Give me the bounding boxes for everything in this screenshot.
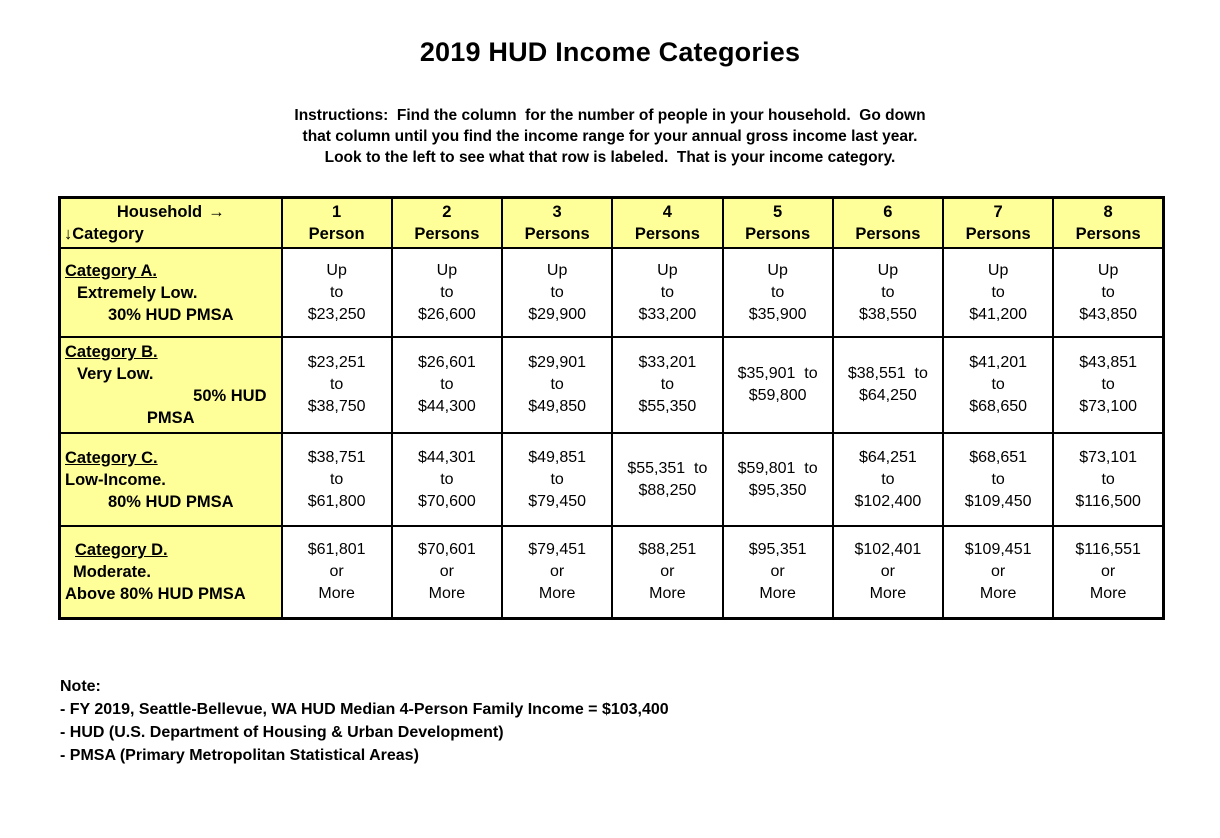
cell-line: to bbox=[550, 283, 564, 301]
cell-line: More bbox=[428, 584, 466, 602]
col-number: 2 bbox=[442, 202, 452, 221]
label-line: Low-Income. bbox=[65, 470, 166, 489]
right-arrow-icon: → bbox=[208, 202, 225, 221]
down-arrow-icon: ↓ bbox=[64, 224, 73, 243]
cell-line: to bbox=[991, 376, 1005, 394]
col-number: 3 bbox=[552, 202, 562, 221]
row-category-c bbox=[60, 433, 1164, 526]
cell-line: or bbox=[439, 562, 454, 580]
cell-b-5p bbox=[723, 337, 833, 433]
cell-line: $95,351 bbox=[748, 540, 807, 558]
household-label: Household bbox=[116, 202, 203, 221]
cell-line: to bbox=[991, 470, 1005, 488]
cell-line: $95,350 bbox=[748, 481, 807, 499]
cell-line: or bbox=[991, 562, 1006, 580]
cell-line: $88,250 bbox=[638, 481, 697, 499]
label-line: Extremely Low. bbox=[77, 283, 198, 302]
cell-d-1p bbox=[282, 526, 392, 618]
cell-line: to bbox=[329, 470, 344, 488]
cell-line: $49,850 bbox=[528, 398, 587, 416]
cell-line: $43,850 bbox=[1079, 305, 1138, 323]
cell-line: $38,551 to bbox=[847, 365, 928, 383]
notes-heading: Note: bbox=[60, 677, 101, 695]
cell-line: to bbox=[1101, 470, 1115, 488]
cell-line: to bbox=[881, 470, 895, 488]
cell-line: $59,800 bbox=[748, 387, 807, 405]
col-number: 8 bbox=[1103, 202, 1113, 221]
cell-a-3p bbox=[502, 248, 612, 337]
col-number: 7 bbox=[993, 202, 1003, 221]
cell-line: Up bbox=[987, 261, 1009, 279]
cell-line: to bbox=[440, 376, 454, 394]
label-line: Category A. bbox=[65, 261, 157, 280]
cell-d-6p bbox=[833, 526, 943, 618]
instructions-line-3: Look to the left to see what that row is labeled. That is your income category. bbox=[324, 148, 896, 166]
cell-line: $102,400 bbox=[854, 492, 922, 510]
header-col-2-persons bbox=[392, 197, 502, 248]
cell-line: $61,800 bbox=[307, 492, 366, 510]
cell-line: Up bbox=[877, 261, 899, 279]
cell-line: $44,300 bbox=[417, 398, 476, 416]
cell-line: $59,801 to bbox=[737, 459, 818, 477]
cell-line: $68,651 bbox=[969, 448, 1028, 466]
cell-line: or bbox=[329, 562, 344, 580]
cell-a-8p bbox=[1053, 248, 1163, 337]
label-category-d bbox=[60, 526, 282, 618]
cell-d-7p bbox=[943, 526, 1053, 618]
cell-line: More bbox=[979, 584, 1017, 602]
col-unit: Persons bbox=[855, 224, 921, 243]
cell-line: More bbox=[869, 584, 907, 602]
cell-line: to bbox=[1101, 283, 1115, 301]
cell-line: $23,250 bbox=[307, 305, 366, 323]
cell-line: to bbox=[550, 376, 564, 394]
label-line: Very Low. bbox=[77, 365, 154, 384]
col-number: 5 bbox=[773, 202, 783, 221]
table-body bbox=[60, 248, 1164, 618]
income-table bbox=[58, 196, 1165, 620]
cell-line: $35,900 bbox=[748, 305, 807, 323]
cell-a-2p bbox=[392, 248, 502, 337]
cell-line: $55,351 to bbox=[627, 459, 708, 477]
label-line: PMSA bbox=[146, 409, 195, 428]
cell-line: $61,801 bbox=[307, 540, 366, 558]
header-col-1-person bbox=[282, 197, 392, 248]
col-unit: Person bbox=[308, 224, 365, 243]
cell-c-1p bbox=[282, 433, 392, 526]
cell-a-1p bbox=[282, 248, 392, 337]
cell-line: $109,450 bbox=[964, 492, 1032, 510]
cell-line: Up bbox=[326, 261, 347, 279]
cell-line: $35,901 to bbox=[737, 365, 818, 383]
cell-line: More bbox=[538, 584, 576, 602]
label-line: 80% HUD PMSA bbox=[107, 492, 234, 511]
label-category-a bbox=[60, 248, 282, 337]
col-number: 4 bbox=[662, 202, 672, 221]
notes bbox=[60, 675, 1220, 767]
cell-b-4p bbox=[612, 337, 722, 433]
cell-line: Up bbox=[436, 261, 458, 279]
cell-line: $70,600 bbox=[417, 492, 476, 510]
cell-line: $33,200 bbox=[638, 305, 697, 323]
header-row bbox=[60, 197, 1164, 248]
row-category-d bbox=[60, 526, 1164, 618]
cell-line: $70,601 bbox=[417, 540, 476, 558]
cell-a-4p bbox=[612, 248, 722, 337]
label-category-b bbox=[60, 337, 282, 433]
header-col-5-persons bbox=[723, 197, 833, 248]
header-col-8-persons bbox=[1053, 197, 1163, 248]
cell-b-6p bbox=[833, 337, 943, 433]
label-line: 50% HUD bbox=[193, 387, 267, 406]
cell-c-7p bbox=[943, 433, 1053, 526]
instructions-line-1: Instructions: Find the column for the number of people in your household. Go down bbox=[294, 106, 926, 124]
cell-d-5p bbox=[723, 526, 833, 618]
cell-line: $109,451 bbox=[964, 540, 1032, 558]
cell-line: $29,901 bbox=[528, 354, 587, 372]
cell-line: to bbox=[440, 470, 454, 488]
cell-line: $88,251 bbox=[638, 540, 697, 558]
cell-line: to bbox=[660, 376, 675, 394]
cell-line: to bbox=[329, 376, 344, 394]
cell-line: or bbox=[1101, 562, 1116, 580]
cell-line: $44,301 bbox=[417, 448, 476, 466]
cell-line: More bbox=[1089, 584, 1127, 602]
cell-line: Up bbox=[767, 261, 788, 279]
cell-line: Up bbox=[1097, 261, 1119, 279]
cell-d-4p bbox=[612, 526, 722, 618]
cell-line: $116,500 bbox=[1075, 492, 1141, 510]
cell-line: $116,551 bbox=[1075, 540, 1141, 558]
cell-a-7p bbox=[943, 248, 1053, 337]
cell-line: $38,751 bbox=[307, 448, 366, 466]
note-item-median-income: - FY 2019, Seattle-Bellevue, WA HUD Median 4-Person Family Income = $103,400 bbox=[60, 700, 669, 718]
cell-b-2p bbox=[392, 337, 502, 433]
col-unit: Persons bbox=[745, 224, 811, 243]
page-title: 2019 HUD Income Categories bbox=[419, 37, 801, 67]
cell-d-2p bbox=[392, 526, 502, 618]
cell-d-8p bbox=[1053, 526, 1163, 618]
header-corner bbox=[60, 197, 282, 248]
row-category-b bbox=[60, 337, 1164, 433]
cell-line: $68,650 bbox=[969, 398, 1028, 416]
col-number: 1 bbox=[332, 202, 342, 221]
cell-line: to bbox=[550, 470, 564, 488]
cell-line: $55,350 bbox=[638, 398, 697, 416]
label-line: 30% HUD PMSA bbox=[107, 305, 234, 324]
header-col-3-persons bbox=[502, 197, 612, 248]
cell-b-7p bbox=[943, 337, 1053, 433]
cell-c-4p bbox=[612, 433, 722, 526]
cell-line: $26,600 bbox=[417, 305, 476, 323]
row-category-a bbox=[60, 248, 1164, 337]
cell-d-3p bbox=[502, 526, 612, 618]
hud-income-flyer bbox=[0, 38, 1220, 838]
cell-line: to bbox=[881, 283, 895, 301]
cell-line: More bbox=[318, 584, 355, 602]
col-unit: Persons bbox=[1075, 224, 1141, 243]
header-category-line bbox=[61, 223, 281, 245]
cell-line: $79,450 bbox=[528, 492, 587, 510]
cell-line: to bbox=[1101, 376, 1115, 394]
cell-line: More bbox=[649, 584, 686, 602]
cell-c-2p bbox=[392, 433, 502, 526]
cell-line: to bbox=[329, 283, 344, 301]
cell-line: $26,601 bbox=[417, 354, 476, 372]
cell-line: $23,251 bbox=[307, 354, 366, 372]
cell-line: $79,451 bbox=[528, 540, 587, 558]
label-category-c bbox=[60, 433, 282, 526]
cell-a-6p bbox=[833, 248, 943, 337]
label-line: Category B. bbox=[65, 343, 158, 362]
label-line: Above 80% HUD PMSA bbox=[65, 584, 246, 603]
col-unit: Persons bbox=[965, 224, 1031, 243]
cell-line: $38,550 bbox=[858, 305, 917, 323]
cell-b-1p bbox=[282, 337, 392, 433]
cell-line: to bbox=[660, 283, 675, 301]
cell-line: $49,851 bbox=[528, 448, 587, 466]
cell-a-5p bbox=[723, 248, 833, 337]
cell-line: $64,250 bbox=[858, 387, 917, 405]
col-number: 6 bbox=[883, 202, 893, 221]
note-item-hud-definition: - HUD (U.S. Department of Housing & Urban Development) bbox=[60, 723, 504, 741]
cell-line: or bbox=[770, 562, 785, 580]
cell-line: or bbox=[880, 562, 895, 580]
cell-line: $64,251 bbox=[858, 448, 917, 466]
cell-b-3p bbox=[502, 337, 612, 433]
instructions-line-2: that column until you find the income range for your annual gross income last year. bbox=[302, 127, 918, 145]
instructions bbox=[0, 105, 1220, 168]
header-col-6-persons bbox=[833, 197, 943, 248]
cell-line: $102,401 bbox=[854, 540, 922, 558]
cell-c-8p bbox=[1053, 433, 1163, 526]
cell-line: Up bbox=[657, 261, 678, 279]
header-col-4-persons bbox=[612, 197, 722, 248]
cell-line: $38,750 bbox=[307, 398, 366, 416]
header-col-7-persons bbox=[943, 197, 1053, 248]
cell-line: $73,100 bbox=[1079, 398, 1138, 416]
label-line: Moderate. bbox=[73, 562, 151, 581]
cell-c-3p bbox=[502, 433, 612, 526]
cell-line: $29,900 bbox=[528, 305, 587, 323]
col-unit: Persons bbox=[634, 224, 700, 243]
cell-line: $33,201 bbox=[638, 354, 697, 372]
cell-line: to bbox=[440, 283, 454, 301]
cell-c-6p bbox=[833, 433, 943, 526]
cell-line: $41,200 bbox=[969, 305, 1028, 323]
cell-line: More bbox=[759, 584, 796, 602]
header-household-line bbox=[61, 201, 281, 223]
cell-line: $41,201 bbox=[969, 354, 1028, 372]
cell-b-8p bbox=[1053, 337, 1163, 433]
cell-line: $73,101 bbox=[1079, 448, 1138, 466]
table-header bbox=[60, 197, 1164, 248]
category-label: Category bbox=[72, 224, 144, 243]
cell-c-5p bbox=[723, 433, 833, 526]
col-unit: Persons bbox=[524, 224, 590, 243]
label-line: Category C. bbox=[65, 448, 158, 467]
note-item-pmsa-definition: - PMSA (Primary Metropolitan Statistical Areas) bbox=[60, 746, 419, 764]
col-unit: Persons bbox=[414, 224, 480, 243]
cell-line: to bbox=[770, 283, 785, 301]
cell-line: $43,851 bbox=[1079, 354, 1138, 372]
cell-line: Up bbox=[546, 261, 568, 279]
cell-line: to bbox=[991, 283, 1005, 301]
cell-line: or bbox=[660, 562, 675, 580]
cell-line: or bbox=[550, 562, 565, 580]
label-line: Category D. bbox=[75, 540, 168, 559]
